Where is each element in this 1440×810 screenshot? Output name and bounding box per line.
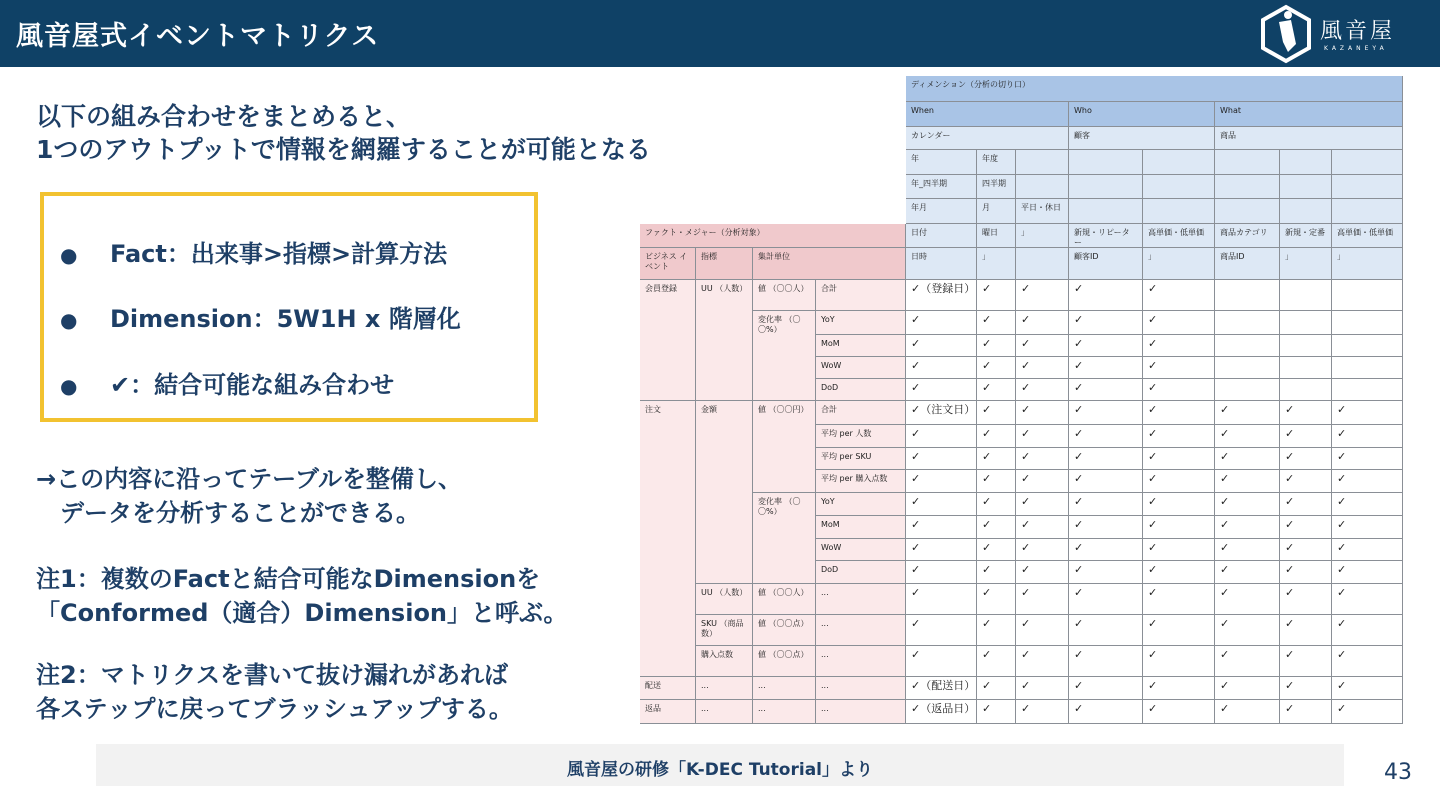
check-cell: ✓ <box>1215 539 1280 561</box>
empty-cell <box>1332 280 1403 311</box>
fact-mom: MoM <box>816 335 906 357</box>
check-cell: ✓ <box>1215 646 1280 677</box>
dim-new-repeater: 新規・リピーター <box>1069 224 1143 248</box>
check-cell: ✓ <box>1069 677 1143 700</box>
check-cell: ✓ <box>1016 677 1069 700</box>
empty-cell <box>1332 311 1403 335</box>
arrow-note-line-1: →この内容に沿ってテーブルを整備し、 <box>36 465 462 493</box>
fact-value-people: 値 （〇〇人） <box>753 584 816 615</box>
event-matrix-table <box>640 76 1403 724</box>
empty-cell <box>1280 335 1332 357</box>
dim-quote: 」 <box>1143 248 1215 280</box>
check-cell: ✓ <box>1215 561 1280 584</box>
check-cell: ✓ <box>906 470 977 493</box>
check-cell: ✓（返品日） <box>906 700 977 724</box>
empty-cell <box>1280 357 1332 379</box>
dim-empty <box>1280 175 1332 199</box>
check-cell: ✓ <box>977 677 1016 700</box>
bullet-dot-icon: ● <box>60 243 78 267</box>
check-cell: ✓ <box>906 584 977 615</box>
check-cell: ✓ <box>1069 539 1143 561</box>
dim-empty <box>1215 199 1280 224</box>
fact-wow: WoW <box>816 539 906 561</box>
fact-ellipsis: ... <box>816 700 906 724</box>
check-cell: ✓（注文日） <box>906 401 977 425</box>
check-cell: ✓ <box>1280 425 1332 448</box>
dim-product: 商品 <box>1215 127 1403 150</box>
check-cell: ✓ <box>906 311 977 335</box>
check-cell: ✓ <box>977 646 1016 677</box>
dim-high-low-price: 高単価・低単価 <box>1332 224 1403 248</box>
page-number: 43 <box>1384 760 1412 785</box>
bullet-fact <box>60 234 447 269</box>
empty-cell <box>1215 357 1280 379</box>
dim-quote: 」 <box>977 248 1016 280</box>
check-cell: ✓ <box>1069 700 1143 724</box>
check-cell: ✓ <box>1143 470 1215 493</box>
intro-line-1: 以下の組み合わせをまとめると、 <box>36 102 412 131</box>
dim-fiscal-year: 年度 <box>977 150 1016 175</box>
check-cell: ✓ <box>1143 448 1215 470</box>
check-cell: ✓ <box>1332 401 1403 425</box>
check-cell: ✓ <box>1280 584 1332 615</box>
check-cell: ✓ <box>1332 646 1403 677</box>
dim-empty <box>1069 199 1143 224</box>
check-cell: ✓ <box>1215 425 1280 448</box>
check-cell: ✓ <box>1215 700 1280 724</box>
check-cell: ✓ <box>1069 280 1143 311</box>
dim-empty <box>1143 175 1215 199</box>
check-cell: ✓ <box>1143 493 1215 516</box>
fact-sku-products: SKU （商品数） <box>696 615 753 646</box>
check-cell: ✓ <box>1280 615 1332 646</box>
dim-empty <box>1069 175 1143 199</box>
check-cell: ✓ <box>1143 677 1215 700</box>
bullet-dimension <box>60 299 461 334</box>
check-cell: ✓ <box>977 379 1016 401</box>
check-cell: ✓ <box>906 357 977 379</box>
dim-product-id: 商品ID <box>1215 248 1280 280</box>
fact-total: 合計 <box>816 401 906 425</box>
note-1-line-1: 注1：複数のFactと結合可能なDimensionを <box>36 565 541 593</box>
fact-delivery: 配送 <box>640 677 696 700</box>
check-cell: ✓ <box>1069 335 1143 357</box>
check-cell: ✓ <box>1016 493 1069 516</box>
fact-avg-per-sku: 平均 per SKU <box>816 448 906 470</box>
check-cell: ✓ <box>1280 401 1332 425</box>
check-cell: ✓ <box>1069 401 1143 425</box>
check-cell: ✓ <box>1215 401 1280 425</box>
check-cell: ✓ <box>1280 448 1332 470</box>
dim-empty <box>1215 175 1280 199</box>
check-cell: ✓ <box>1215 584 1280 615</box>
dim-empty <box>1215 150 1280 175</box>
arrow-note-line-2: データを分析することができる。 <box>36 499 420 527</box>
check-cell: ✓ <box>1332 561 1403 584</box>
fact-value-people: 値 （〇〇人） <box>753 280 816 311</box>
check-cell: ✓ <box>977 615 1016 646</box>
check-cell: ✓（配送日） <box>906 677 977 700</box>
fact-amount: 金額 <box>696 401 753 584</box>
bullet-check <box>60 365 394 400</box>
empty-cell <box>1215 335 1280 357</box>
intro-text <box>36 100 651 166</box>
bullet-text: Dimension：5W1H x 階層化 <box>110 305 461 333</box>
check-cell: ✓ <box>977 584 1016 615</box>
fact-ellipsis: ... <box>696 677 753 700</box>
check-cell: ✓ <box>1332 700 1403 724</box>
check-cell: ✓ <box>1016 646 1069 677</box>
fact-ellipsis: ... <box>816 646 906 677</box>
check-cell: ✓ <box>977 700 1016 724</box>
bullet-dot-icon: ● <box>60 308 78 332</box>
note-2-line-2: 各ステップに戻ってブラッシュアップする。 <box>36 695 513 723</box>
check-cell: ✓ <box>1016 311 1069 335</box>
check-cell: ✓ <box>977 401 1016 425</box>
page-title: 風音屋式イベントマトリクス <box>16 21 380 52</box>
check-cell: ✓ <box>1069 357 1143 379</box>
check-cell: ✓ <box>1280 700 1332 724</box>
summary-box <box>40 192 538 422</box>
fact-dod: DoD <box>816 379 906 401</box>
logo-mark-icon <box>1258 4 1314 64</box>
dim-when: When <box>906 102 1069 127</box>
fact-change-rate: 変化率 （〇〇%） <box>753 311 816 401</box>
empty-cell <box>1280 280 1332 311</box>
check-cell: ✓ <box>1069 448 1143 470</box>
check-cell: ✓ <box>1016 700 1069 724</box>
logo-text: 風音屋 <box>1320 19 1396 44</box>
dim-date: 日付 <box>906 224 977 248</box>
check-cell: ✓ <box>977 448 1016 470</box>
empty-cell <box>1215 379 1280 401</box>
check-cell: ✓ <box>1143 379 1215 401</box>
check-cell: ✓ <box>1280 677 1332 700</box>
fact-member-registration: 会員登録 <box>640 280 696 401</box>
dimension-header: ディメンション（分析の切り口） <box>906 76 1403 102</box>
check-cell: ✓ <box>977 311 1016 335</box>
fact-metric: 指標 <box>696 248 753 280</box>
check-cell: ✓ <box>1215 470 1280 493</box>
logo-subtext: KAZANEYA <box>1324 45 1388 52</box>
check-cell: ✓ <box>1332 584 1403 615</box>
fact-total: 合計 <box>816 280 906 311</box>
check-cell: ✓ <box>1280 493 1332 516</box>
check-cell: ✓ <box>1280 646 1332 677</box>
fact-order: 注文 <box>640 401 696 677</box>
check-cell: ✓ <box>906 425 977 448</box>
fact-return: 返品 <box>640 700 696 724</box>
fact-value-points: 値 （〇〇点） <box>753 615 816 646</box>
dim-who: Who <box>1069 102 1215 127</box>
check-cell: ✓ <box>1280 470 1332 493</box>
dim-calendar: カレンダー <box>906 127 1069 150</box>
dim-customer-id: 顧客ID <box>1069 248 1143 280</box>
dim-empty <box>1143 150 1215 175</box>
check-cell: ✓ <box>1016 539 1069 561</box>
check-cell: ✓ <box>906 561 977 584</box>
check-cell: ✓（登録日） <box>906 280 977 311</box>
check-cell: ✓ <box>1215 493 1280 516</box>
fact-uu-people: UU （人数） <box>696 280 753 401</box>
dim-weekday-holiday: 平日・休日 <box>1016 199 1069 224</box>
fact-value-yen: 値 （〇〇円） <box>753 401 816 493</box>
check-cell: ✓ <box>1280 561 1332 584</box>
dim-product-category: 商品カテゴリ <box>1215 224 1280 248</box>
check-cell: ✓ <box>1280 516 1332 539</box>
check-cell: ✓ <box>1332 493 1403 516</box>
check-cell: ✓ <box>1143 516 1215 539</box>
check-cell: ✓ <box>1016 401 1069 425</box>
check-cell: ✓ <box>1332 516 1403 539</box>
dim-new-standard: 新規・定番 <box>1280 224 1332 248</box>
dim-empty <box>1280 199 1332 224</box>
empty-cell <box>1332 379 1403 401</box>
check-cell: ✓ <box>1332 615 1403 646</box>
dim-empty <box>1016 175 1069 199</box>
dim-empty <box>1069 150 1143 175</box>
fact-avg-per-person: 平均 per 人数 <box>816 425 906 448</box>
dim-quote: 」 <box>1332 248 1403 280</box>
check-cell: ✓ <box>1215 677 1280 700</box>
dim-empty <box>1280 150 1332 175</box>
empty-cell <box>1332 357 1403 379</box>
check-cell: ✓ <box>1215 516 1280 539</box>
check-cell: ✓ <box>1069 646 1143 677</box>
footer-source: 風音屋の研修「K-DEC Tutorial」より <box>566 760 874 780</box>
check-cell: ✓ <box>1215 615 1280 646</box>
fact-business-event: ビジネス イベント <box>640 248 696 280</box>
note-1 <box>36 562 568 630</box>
check-cell: ✓ <box>1143 646 1215 677</box>
fact-purchase-points: 購入点数 <box>696 646 753 677</box>
check-cell: ✓ <box>1016 470 1069 493</box>
header-bar <box>0 0 1440 67</box>
check-cell: ✓ <box>977 425 1016 448</box>
check-cell: ✓ <box>977 470 1016 493</box>
dim-day-of-week: 曜日 <box>977 224 1016 248</box>
fact-header: ファクト・メジャー（分析対象） <box>640 224 906 248</box>
empty-cell <box>1215 280 1280 311</box>
check-cell: ✓ <box>1016 280 1069 311</box>
empty-cell <box>1215 311 1280 335</box>
dim-empty <box>1016 248 1069 280</box>
dim-quote: 」 <box>1280 248 1332 280</box>
bullet-text: ✔：結合可能な組み合わせ <box>110 371 395 399</box>
check-cell: ✓ <box>1332 425 1403 448</box>
check-cell: ✓ <box>1332 677 1403 700</box>
check-cell: ✓ <box>977 357 1016 379</box>
check-cell: ✓ <box>977 561 1016 584</box>
note-2 <box>36 658 513 726</box>
check-cell: ✓ <box>1016 425 1069 448</box>
check-cell: ✓ <box>1069 615 1143 646</box>
check-cell: ✓ <box>1143 335 1215 357</box>
check-cell: ✓ <box>1069 516 1143 539</box>
check-cell: ✓ <box>1143 700 1215 724</box>
check-cell: ✓ <box>906 493 977 516</box>
dim-empty <box>1332 199 1403 224</box>
check-cell: ✓ <box>1143 311 1215 335</box>
check-cell: ✓ <box>1069 493 1143 516</box>
check-cell: ✓ <box>1016 561 1069 584</box>
fact-value-points: 値 （〇〇点） <box>753 646 816 677</box>
check-cell: ✓ <box>906 379 977 401</box>
check-cell: ✓ <box>1069 584 1143 615</box>
dim-customer: 顧客 <box>1069 127 1215 150</box>
check-cell: ✓ <box>977 335 1016 357</box>
check-cell: ✓ <box>977 539 1016 561</box>
check-cell: ✓ <box>1069 470 1143 493</box>
dim-empty <box>1332 150 1403 175</box>
fact-ellipsis: ... <box>816 584 906 615</box>
check-cell: ✓ <box>1143 280 1215 311</box>
dim-year: 年 <box>906 150 977 175</box>
dim-year-quarter: 年_四半期 <box>906 175 977 199</box>
check-cell: ✓ <box>1016 448 1069 470</box>
check-cell: ✓ <box>1069 379 1143 401</box>
empty-cell <box>1280 379 1332 401</box>
check-cell: ✓ <box>1143 425 1215 448</box>
fact-agg-unit: 集計単位 <box>753 248 906 280</box>
fact-change-rate: 変化率 （〇〇%） <box>753 493 816 584</box>
check-cell: ✓ <box>906 335 977 357</box>
fact-yoy: YoY <box>816 311 906 335</box>
fact-ellipsis: ... <box>753 700 816 724</box>
dim-empty <box>1332 175 1403 199</box>
check-cell: ✓ <box>977 280 1016 311</box>
check-cell: ✓ <box>906 448 977 470</box>
dim-high-low-price: 高単価・低単価 <box>1143 224 1215 248</box>
note-1-line-2: 「Conformed（適合）Dimension」と呼ぶ。 <box>36 599 568 627</box>
check-cell: ✓ <box>1016 584 1069 615</box>
check-cell: ✓ <box>1016 357 1069 379</box>
bullet-dot-icon: ● <box>60 374 78 398</box>
check-cell: ✓ <box>1016 516 1069 539</box>
fact-ellipsis: ... <box>816 677 906 700</box>
check-cell: ✓ <box>906 516 977 539</box>
check-cell: ✓ <box>906 646 977 677</box>
check-cell: ✓ <box>1280 539 1332 561</box>
check-cell: ✓ <box>1332 448 1403 470</box>
check-cell: ✓ <box>1143 584 1215 615</box>
check-cell: ✓ <box>1332 539 1403 561</box>
empty-cell <box>1332 335 1403 357</box>
fact-yoy: YoY <box>816 493 906 516</box>
dim-datetime: 日時 <box>906 248 977 280</box>
check-cell: ✓ <box>1016 615 1069 646</box>
fact-ellipsis: ... <box>696 700 753 724</box>
check-cell: ✓ <box>906 615 977 646</box>
fact-mom: MoM <box>816 516 906 539</box>
check-cell: ✓ <box>1143 401 1215 425</box>
fact-dod: DoD <box>816 561 906 584</box>
check-cell: ✓ <box>977 516 1016 539</box>
dim-month: 月 <box>977 199 1016 224</box>
dim-empty <box>1016 150 1069 175</box>
dim-quarter: 四半期 <box>977 175 1016 199</box>
check-cell: ✓ <box>1143 561 1215 584</box>
fact-ellipsis: ... <box>753 677 816 700</box>
check-cell: ✓ <box>1016 379 1069 401</box>
note-2-line-1: 注2：マトリクスを書いて抜け漏れがあれば <box>36 661 508 689</box>
dim-year-month: 年月 <box>906 199 977 224</box>
check-cell: ✓ <box>1143 357 1215 379</box>
empty-cell <box>1280 311 1332 335</box>
arrow-note <box>36 462 462 530</box>
check-cell: ✓ <box>1215 448 1280 470</box>
bullet-text: Fact：出来事>指標>計算方法 <box>110 240 448 268</box>
dim-empty <box>1143 199 1215 224</box>
fact-uu-people: UU （人数） <box>696 584 753 615</box>
dim-what: What <box>1215 102 1403 127</box>
check-cell: ✓ <box>1069 311 1143 335</box>
intro-line-2: 1つのアウトプットで情報を網羅することが可能となる <box>36 135 651 164</box>
check-cell: ✓ <box>1069 561 1143 584</box>
kazaneya-logo <box>1258 4 1418 64</box>
check-cell: ✓ <box>1016 335 1069 357</box>
fact-ellipsis: ... <box>816 615 906 646</box>
check-cell: ✓ <box>977 493 1016 516</box>
check-cell: ✓ <box>1143 615 1215 646</box>
check-cell: ✓ <box>1069 425 1143 448</box>
check-cell: ✓ <box>1143 539 1215 561</box>
fact-wow: WoW <box>816 357 906 379</box>
footer-bar <box>96 744 1344 786</box>
dim-quote: 」 <box>1016 224 1069 248</box>
fact-avg-per-purchase: 平均 per 購入点数 <box>816 470 906 493</box>
check-cell: ✓ <box>1332 470 1403 493</box>
check-cell: ✓ <box>906 539 977 561</box>
